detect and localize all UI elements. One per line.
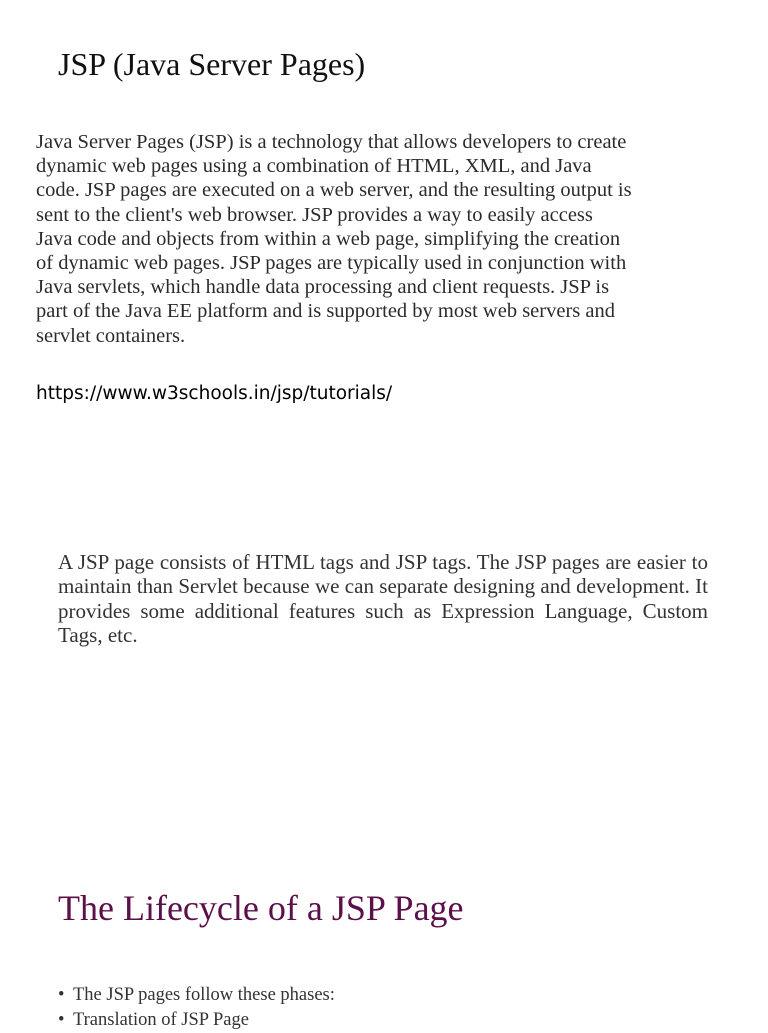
list-item-text: The JSP pages follow these phases: (73, 985, 335, 1005)
phases-list (58, 983, 335, 1033)
list-item (58, 983, 335, 1008)
intro-line: part of the Java EE platform and is supported by most web servers and (36, 300, 615, 323)
intro-line: servlet containers. (36, 324, 186, 347)
description-paragraph: A JSP page consists of HTML tags and JSP tags. The JSP pages are easier to maintain than Servlet because we can separate designing and development. It provides some additional features such as Expression Language, Custom Tags, etc. (58, 550, 708, 647)
section-title: The Lifecycle of a JSP Page (58, 888, 464, 928)
intro-line: Java Server Pages (JSP) is a technology that allows developers to create (36, 131, 627, 153)
intro-line: Java code and objects from within a web page, simplifying the creation (36, 227, 621, 250)
reference-link[interactable]: https://www.w3schools.in/jsp/tutorials/ (36, 383, 393, 404)
intro-paragraph (36, 130, 696, 348)
intro-line: sent to the client's web browser. JSP provides a way to easily access (36, 203, 593, 226)
intro-line: dynamic web pages using a combination of HTML, XML, and Java (36, 155, 592, 178)
list-item-text: Translation of JSP Page (73, 1010, 249, 1030)
intro-line: code. JSP pages are executed on a web server, and the resulting output is (36, 179, 632, 202)
bullet-icon: • (58, 985, 65, 1005)
intro-line: of dynamic web pages. JSP pages are typically used in conjunction with (36, 252, 627, 275)
bullet-icon: • (58, 1010, 65, 1030)
page-title: JSP (Java Server Pages) (58, 46, 366, 82)
list-item (58, 1008, 335, 1033)
intro-line: Java servlets, which handle data processing and client requests. JSP is (36, 276, 610, 299)
